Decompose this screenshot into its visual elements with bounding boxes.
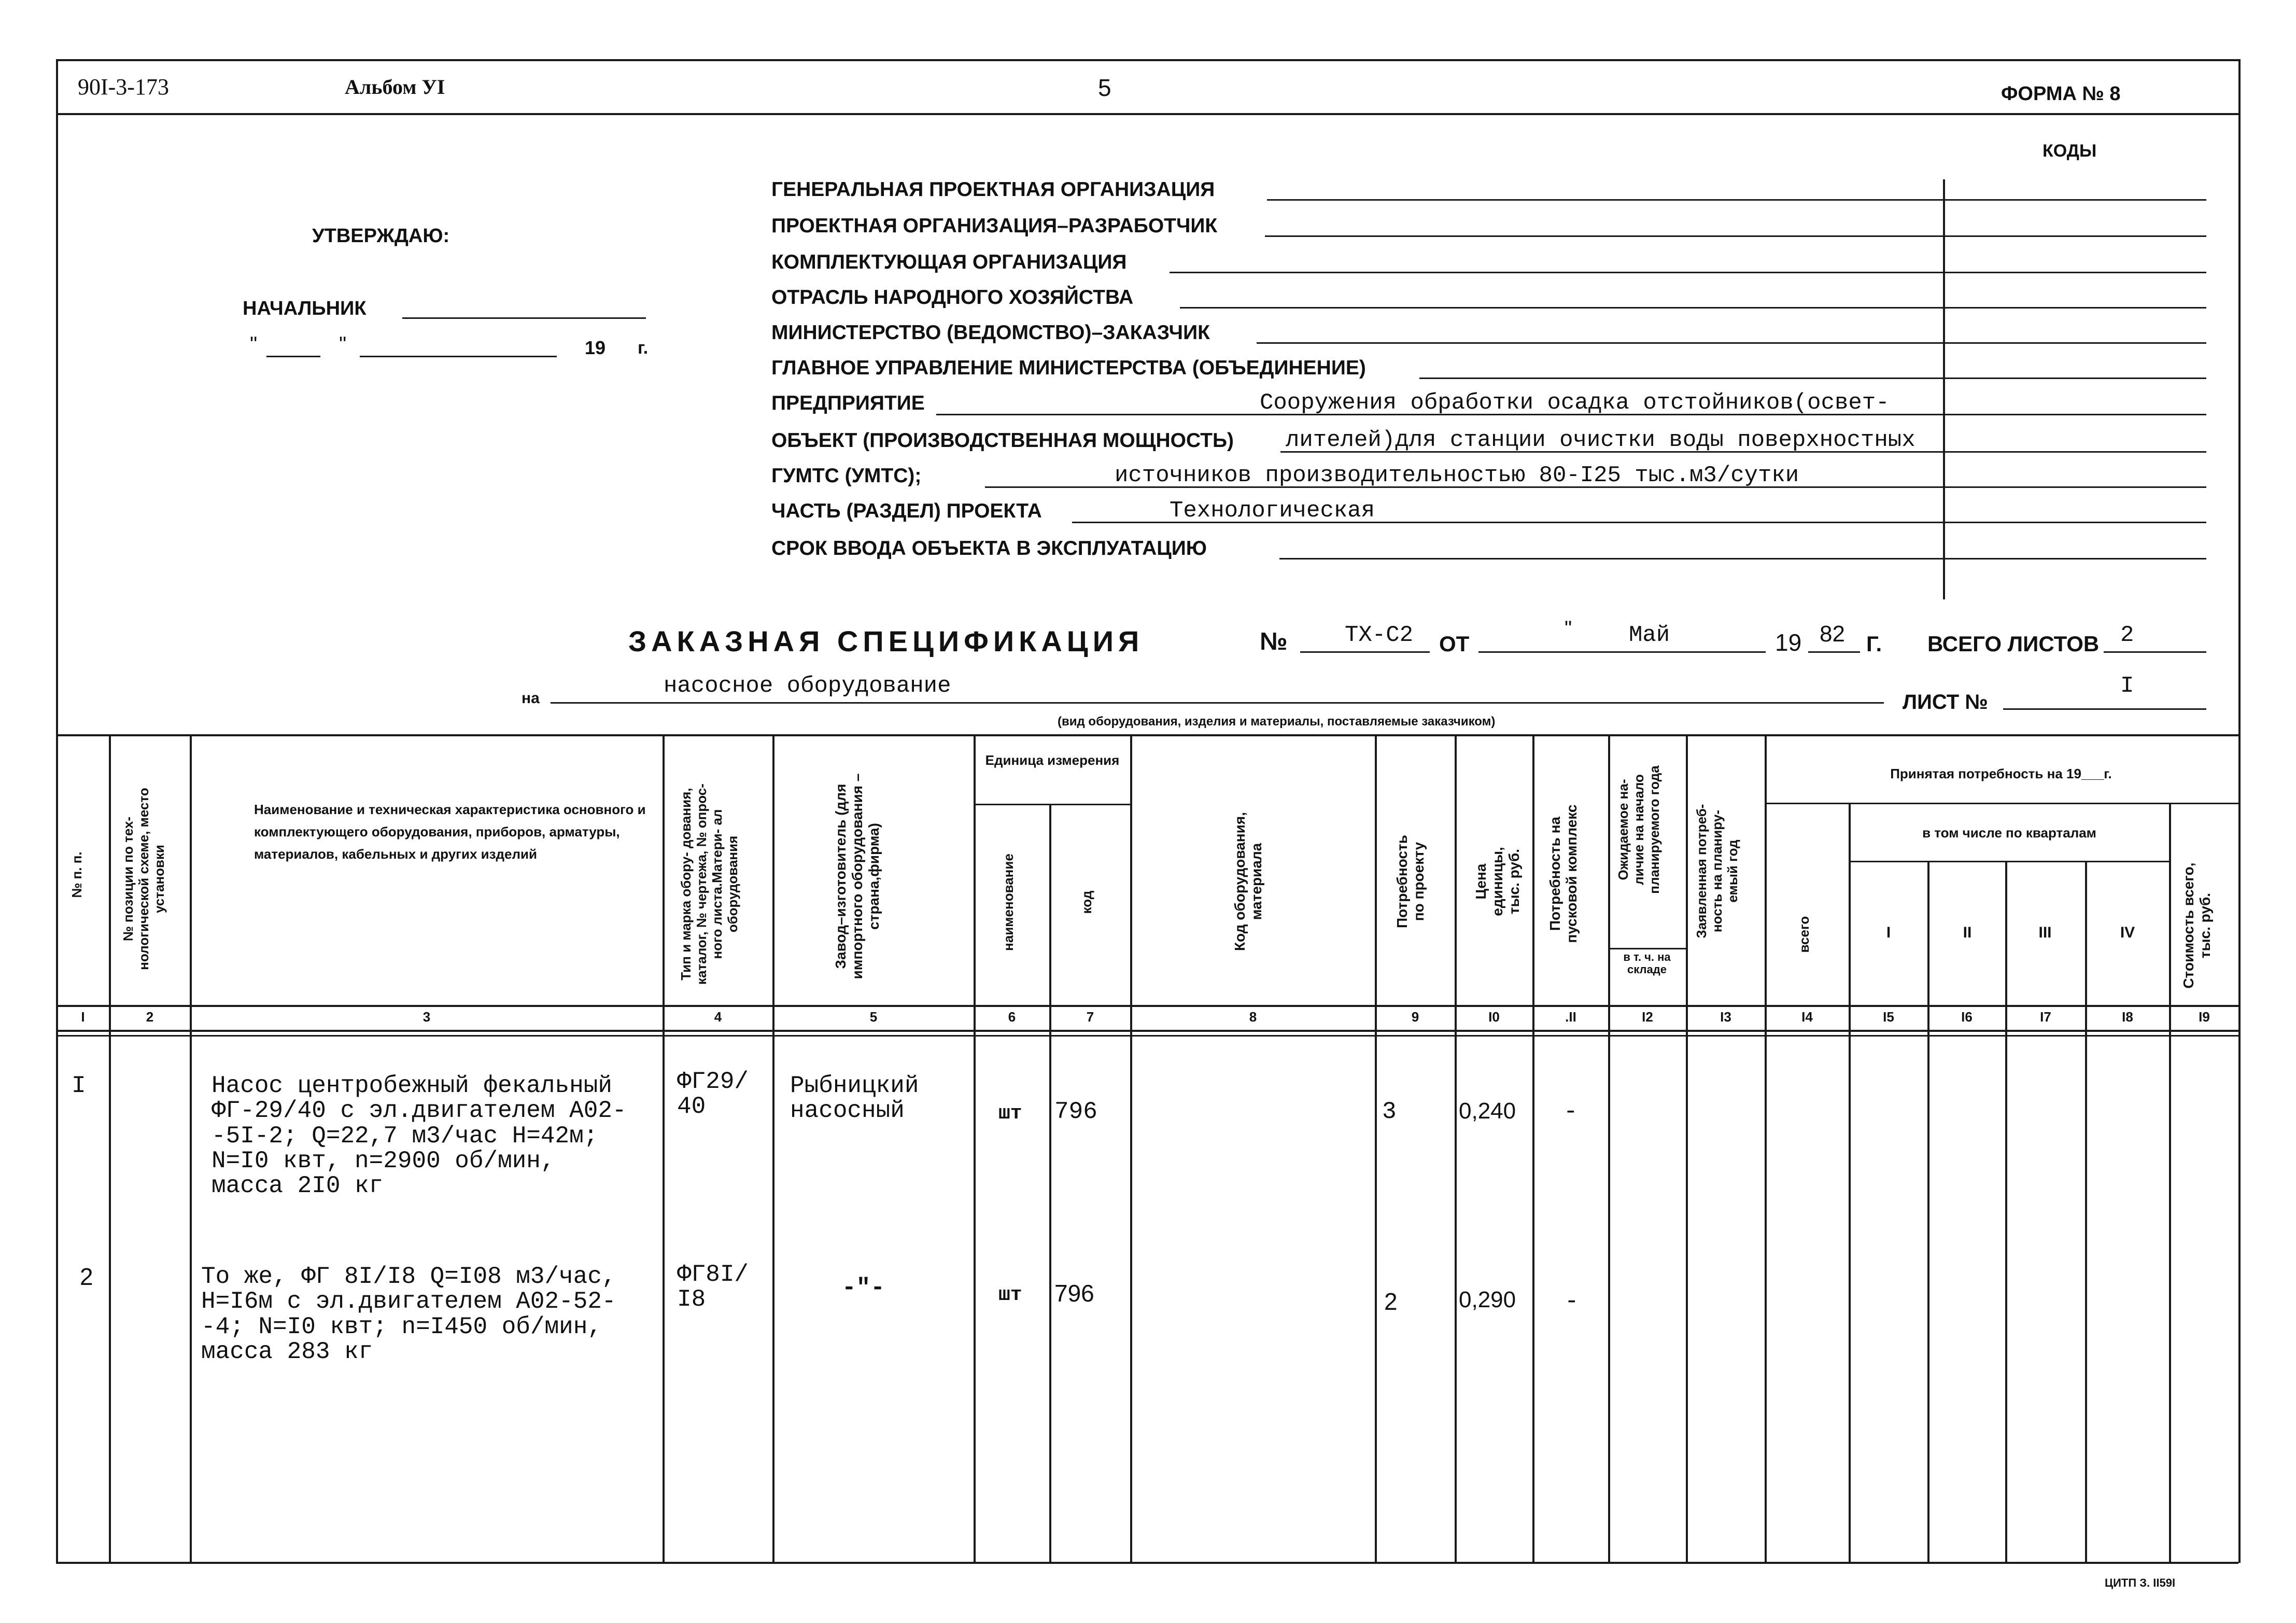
- approval-year-prefix: 19: [585, 337, 606, 358]
- header-in-stock: в т. ч. на складе: [1623, 950, 1671, 976]
- header-type: Тип и марка обору- дования, каталог, № чертежа, № опрос- ного листа.Матери- ал оборудования: [678, 783, 740, 985]
- total-sheets-value: 2: [2120, 622, 2134, 648]
- header-q4: IV: [2120, 924, 2135, 941]
- object-label: ОБЪЕКТ (ПРОИЗВОДСТВЕННАЯ МОЩНОСТЬ): [771, 429, 1234, 452]
- col-number: 6: [1008, 1009, 1016, 1025]
- header-unit-group: Единица измерения: [985, 752, 1120, 768]
- header-accepted-group: Принятая потребность на 19___г.: [1890, 766, 2112, 781]
- row-maker-line: Рыбницкий: [790, 1072, 919, 1099]
- row-qty: 2: [1384, 1288, 1398, 1315]
- row-price: 0,290: [1459, 1287, 1516, 1312]
- row-qty: 3: [1382, 1098, 1397, 1125]
- spec-year-suffix: Г.: [1866, 632, 1882, 656]
- row-number: I: [72, 1072, 86, 1099]
- header-start-complex: Потребность на пусковой комплекс: [1547, 804, 1580, 943]
- object-value: лителей)для станции очистки воды поверхностных: [1286, 427, 1915, 453]
- row-name-line: -5I-2; Q=22,7 м3/час Н=42м;: [212, 1122, 598, 1150]
- total-sheets-label: ВСЕГО ЛИСТОВ: [1927, 632, 2100, 656]
- approval-year-suffix: г.: [638, 338, 649, 358]
- header-cost: Стоимость всего, тыс. руб.: [2180, 862, 2214, 989]
- spec-on-label: на: [522, 690, 540, 707]
- row-maker: -"-: [842, 1275, 885, 1302]
- row-name-line: N=I0 квт, n=2900 об/мин,: [212, 1147, 555, 1174]
- col-number: I4: [1801, 1009, 1813, 1025]
- album-label: Альбом УI: [345, 75, 445, 99]
- row-name: [212, 1073, 627, 1198]
- gumts-label: ГУМТС (УМТС);: [771, 465, 922, 487]
- header-claimed: Заявленная потреб- ность на планиру- емый год: [1694, 804, 1740, 939]
- col-number: I6: [1961, 1009, 1973, 1025]
- row-name-line: масса 283 кг: [201, 1338, 373, 1365]
- header-no: № п. п.: [69, 851, 84, 898]
- row-start-complex: -: [1563, 1098, 1578, 1125]
- row-unit: шт: [998, 1284, 1022, 1306]
- header-q3: III: [2038, 924, 2052, 941]
- col-number: 9: [1411, 1009, 1419, 1025]
- spec-year-prefix: 19: [1775, 629, 1802, 656]
- spec-no-value: ТХ-С2: [1345, 622, 1414, 648]
- col-number: 7: [1086, 1009, 1094, 1025]
- header-total: всего: [1796, 916, 1812, 953]
- part-label: ЧАСТЬ (РАЗДЕЛ) ПРОЕКТА: [771, 500, 1042, 522]
- date-quote-open: ": [250, 333, 258, 356]
- header-material-code: Код оборудования, материала: [1232, 812, 1265, 952]
- row-name-line: Н=I6м с эл.двигателем А02-52-: [201, 1288, 616, 1316]
- header-name: Наименование и техническая характеристика основного и комплектующего оборудования, приборов, арматуры, материалов, кабельных и других изделий: [254, 802, 646, 862]
- approve-label: УТВЕРЖДАЮ:: [312, 225, 450, 247]
- row-name-line: ФГ-29/40 с эл.двигателем А02-: [212, 1097, 627, 1125]
- row-maker-line: насосный: [790, 1097, 905, 1125]
- part-value: Технологическая: [1170, 498, 1375, 524]
- header-quarters-group: в том числе по кварталам: [1922, 825, 2096, 841]
- header-unit-name: наименование: [1001, 854, 1016, 951]
- row-type-line: ФГ8I/: [677, 1261, 749, 1288]
- col-number: 4: [714, 1009, 722, 1025]
- col-number: 8: [1249, 1009, 1257, 1025]
- chief-label: НАЧАЛЬНИК: [243, 298, 367, 319]
- col-number: I0: [1488, 1009, 1500, 1025]
- header-price: Цена единицы, тыс. руб.: [1473, 847, 1523, 916]
- spec-quote: ": [1565, 617, 1572, 640]
- row-unit-code: 796: [1054, 1098, 1097, 1125]
- spec-caption: (вид оборудования, изделия и материалы, поставляемые заказчиком): [1058, 715, 1496, 729]
- header-position: № позиции по тех- нологической схеме, место установки: [120, 788, 167, 970]
- industry-label: ОТРАСЛЬ НАРОДНОГО ХОЗЯЙСТВА: [771, 286, 1134, 309]
- row-type: [677, 1069, 749, 1120]
- spec-no-label: №: [1260, 628, 1288, 655]
- row-name: [201, 1264, 616, 1364]
- col-number: 2: [146, 1009, 154, 1025]
- col-number: .II: [1565, 1009, 1576, 1025]
- supply-org-label: КОМПЛЕКТУЮЩАЯ ОРГАНИЗАЦИЯ: [771, 251, 1127, 273]
- row-start-complex: -: [1565, 1288, 1579, 1315]
- col-number: 3: [422, 1009, 431, 1025]
- sheet-value: I: [2120, 673, 2134, 699]
- row-price: 0,240: [1459, 1098, 1516, 1124]
- spec-title: ЗАКАЗНАЯ СПЕЦИФИКАЦИЯ: [628, 625, 1144, 657]
- col-number: I7: [2040, 1009, 2051, 1025]
- date-quote-close: ": [339, 333, 347, 356]
- main-dept-label: ГЛАВНОЕ УПРАВЛЕНИЕ МИНИСТЕРСТВА (ОБЪЕДИНЕНИЕ): [771, 357, 1366, 379]
- header-need: Потребность по проекту: [1394, 835, 1427, 928]
- table-row: [56, 1255, 2238, 1556]
- row-maker: [790, 1073, 919, 1124]
- table-row: [56, 1037, 2238, 1255]
- col-number: I3: [1720, 1009, 1731, 1025]
- doc-code: 90I-3-173: [78, 74, 169, 100]
- row-type-line: 40: [677, 1093, 706, 1121]
- header-unit-code: код: [1079, 890, 1094, 914]
- row-type: [677, 1262, 749, 1312]
- row-type-line: I8: [677, 1286, 706, 1313]
- page-number: 5: [1098, 74, 1111, 101]
- col-number: I8: [2122, 1009, 2133, 1025]
- row-unit-code: 796: [1054, 1280, 1094, 1307]
- enterprise-label: ПРЕДПРИЯТИЕ: [771, 392, 925, 414]
- col-number: I2: [1642, 1009, 1653, 1025]
- row-name-line: То же, ФГ 8I/I8 Q=I08 м3/час,: [201, 1263, 616, 1290]
- ministry-label: МИНИСТЕРСТВО (ВЕДОМСТВО)–ЗАКАЗЧИК: [771, 321, 1210, 344]
- general-org-label: ГЕНЕРАЛЬНАЯ ПРОЕКТНАЯ ОРГАНИЗАЦИЯ: [771, 178, 1215, 201]
- row-unit: шт: [998, 1102, 1022, 1125]
- col-number: I5: [1883, 1009, 1894, 1025]
- header-q2: II: [1963, 924, 1972, 941]
- col-number: I9: [2199, 1009, 2210, 1025]
- row-number: 2: [80, 1263, 93, 1290]
- header-q1: I: [1886, 924, 1891, 941]
- header-maker: Завод–изготовитель (для импортного оборудования –страна,фирма): [833, 773, 882, 980]
- row-name-line: Насос центробежный фекальный: [212, 1072, 612, 1099]
- spec-year-value: 82: [1820, 621, 1845, 647]
- form-number: ФОРМА № 8: [2001, 83, 2121, 105]
- footer-stamp: ЦИТП З. II59I: [2105, 1576, 2176, 1589]
- header-expected: Ожидаемое на- личие на начало планируемого года: [1615, 765, 1662, 894]
- design-org-label: ПРОЕКТНАЯ ОРГАНИЗАЦИЯ–РАЗРАБОТЧИК: [771, 215, 1218, 237]
- col-number: 5: [869, 1009, 878, 1025]
- spec-from-label: ОТ: [1439, 632, 1470, 656]
- spec-equipment: насосное оборудование: [664, 673, 951, 699]
- deadline-label: СРОК ВВОДА ОБЪЕКТА В ЭКСПЛУАТАЦИЮ: [771, 537, 1207, 559]
- col-number: I: [81, 1009, 85, 1025]
- row-name-line: -4; N=I0 квт; n=I450 об/мин,: [201, 1313, 602, 1340]
- codes-label: КОДЫ: [2043, 141, 2097, 161]
- sheet-label: ЛИСТ №: [1903, 691, 1988, 713]
- spec-month: Май: [1629, 622, 1670, 648]
- row-type-line: ФГ29/: [677, 1068, 749, 1095]
- row-name-line: масса 2I0 кг: [212, 1172, 384, 1200]
- enterprise-value: Сооружения обработки осадка отстойников(освет-: [1260, 390, 1890, 416]
- gumts-value: источников производительностью 80-I25 тыс.м3/сутки: [1115, 463, 1799, 488]
